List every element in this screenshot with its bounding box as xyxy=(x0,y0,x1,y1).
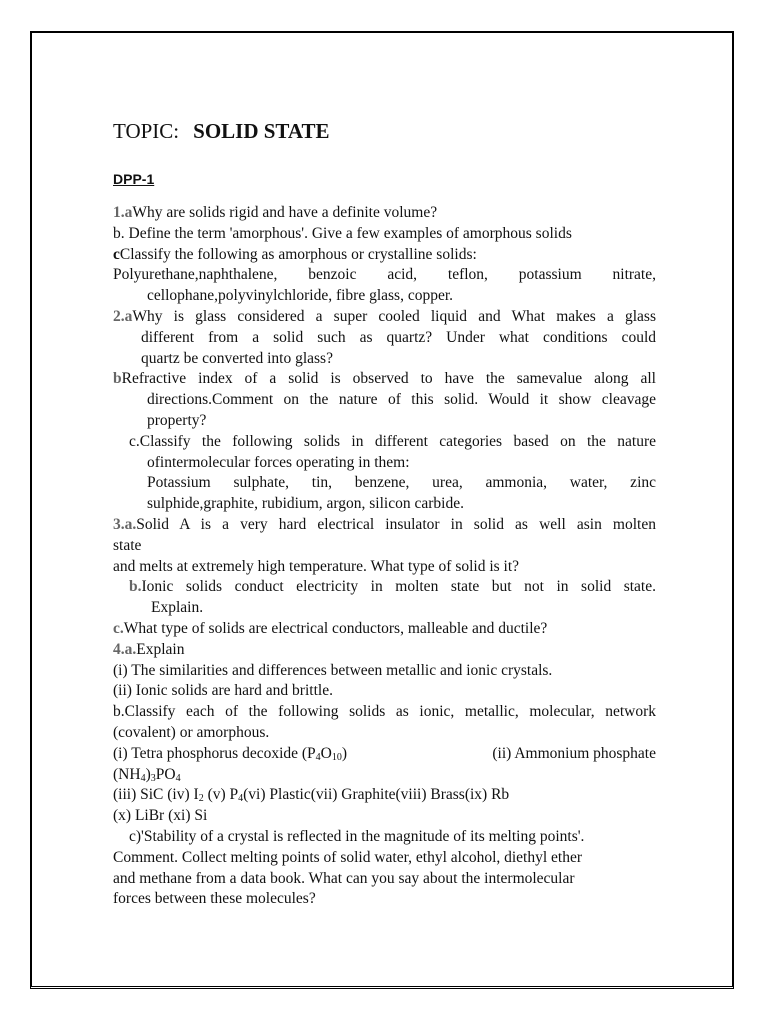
title-main: SOLID STATE xyxy=(193,119,330,143)
q4b-items-line4: (x) LiBr (xi) Si xyxy=(113,807,208,825)
q3b-line2: Explain. xyxy=(151,599,204,617)
q4b-items-line3: (iii) SiC (iv) $I_2$ (v) $P_4(vi)$ Plastic(vii) Graphite(viii) Brass(ix) Rb xyxy=(113,786,510,805)
q4b-items-line2: $(NH_4)_3PO_4$ xyxy=(113,765,181,784)
q2c-line1: c.Classify the following solids in different categories based on the nature xyxy=(129,432,656,450)
q2a-line2: different from a solid such as quartz? Under what conditions could xyxy=(141,328,656,346)
q2c-line4: sulphide,graphite, rubidium, argon, silicon carbide. xyxy=(147,495,464,513)
q2c-line3: Potassium sulphate, tin, benzene, urea, ammonia, water, zinc xyxy=(147,474,656,492)
q4a: 4.a.Explain xyxy=(113,640,185,658)
q1-list-line1: Polyurethane,naphthalene, benzoic acid, teflon, potassium nitrate, xyxy=(113,266,656,284)
page-title xyxy=(113,121,330,142)
q4c-line4: forces between these molecules? xyxy=(113,890,316,908)
q4b-line2: (covalent) or amorphous. xyxy=(113,723,270,741)
q2b-line2: directions.Comment on the nature of this solid. Would it show cleavage xyxy=(147,391,656,409)
q3a-line1: 3.a.Solid A is a very hard electrical insulator in solid as well asin molten xyxy=(113,515,656,533)
q2a-line3: quartz be converted into glass? xyxy=(141,349,333,367)
q3c: c.What type of solids are electrical conductors, malleable and ductile? xyxy=(113,619,548,637)
q2b-line3: property? xyxy=(147,411,207,429)
q2a-line1: 2.aWhy is glass considered a super cooled liquid and What makes a glass xyxy=(113,307,656,325)
q4b-items-line1: (i) Tetra phosphorus decoxide $(P_4O_{10})$ (ii) Ammonium phosphate xyxy=(113,744,656,763)
title-prefix: TOPIC: xyxy=(113,119,180,143)
q1a: 1.aWhy are solids rigid and have a definite volume? xyxy=(113,204,438,221)
q1c: cClassify the following as amorphous or crystalline solids: xyxy=(113,245,477,263)
question-list xyxy=(113,203,656,910)
q4c-line2: Comment. Collect melting points of solid water, ethyl alcohol, diethyl ether xyxy=(113,848,583,866)
q1-list-line2: cellophane,polyvinylchloride, fibre glass, copper. xyxy=(147,287,454,305)
dpp-heading: DPP-1 xyxy=(113,171,155,187)
q2c-line2: ofintermolecular forces operating in them: xyxy=(147,453,410,471)
q1b: b. Define the term 'amorphous'. Give a few examples of amorphous solids xyxy=(113,224,572,242)
q3a-line3: and melts at extremely high temperature. What type of solid is it? xyxy=(113,557,520,575)
q4c-line1: c)'Stability of a crystal is reflected in the magnitude of its melting points'. xyxy=(129,827,585,845)
q4a-i: (i) The similarities and differences between metallic and ionic crystals. xyxy=(113,661,553,679)
q4c-line3: and methane from a data book. What can you say about the intermolecular xyxy=(113,869,575,887)
q3a-line2: state xyxy=(113,536,142,554)
q4b-line1: b.Classify each of the following solids as ionic, metallic, molecular, network xyxy=(113,703,656,721)
q4a-ii: (ii) Ionic solids are hard and brittle. xyxy=(113,682,333,700)
q3b-line1: b.Ionic solids conduct electricity in molten state but not in solid state. xyxy=(129,578,656,596)
q2b-line1: bRefractive index of a solid is observed to have the samevalue along all xyxy=(113,370,656,388)
